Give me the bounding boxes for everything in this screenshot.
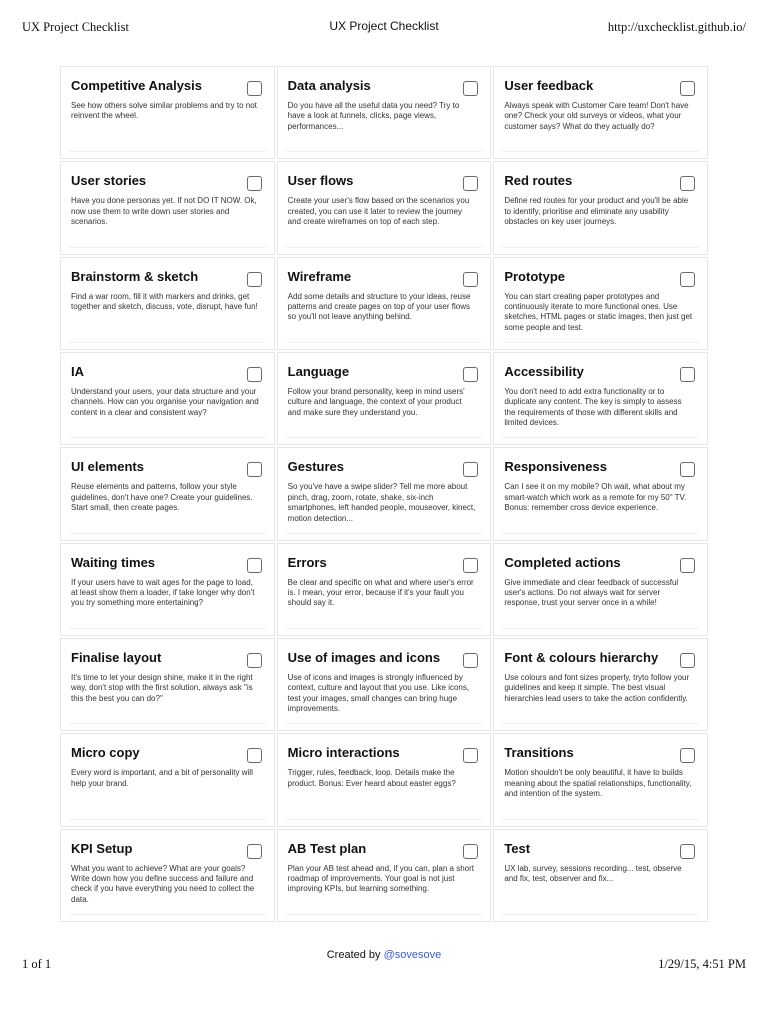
checklist-card-user-flows [277, 161, 492, 254]
checkbox-completed-actions[interactable] [680, 558, 695, 573]
card-description: Trigger, rules, feedback, loop. Details make the product. Bonus: Ever heard about easter eggs? [287, 768, 456, 788]
card-title: Test [504, 840, 531, 856]
card-description: UX lab, survey, sessions recording... test, observe and fix, test, observer and fix... [504, 863, 682, 884]
checklist-card-accessibility [493, 352, 708, 445]
card-title: Brainstorm & sketch [71, 268, 199, 284]
card-title: Errors [287, 554, 327, 570]
card-title: Wireframe [287, 268, 352, 284]
checkbox-errors[interactable] [463, 558, 478, 573]
checklist-card-waiting-times [60, 543, 275, 636]
card-title: Font & colours hierarchy [504, 650, 659, 665]
checkbox-user-stories[interactable] [247, 176, 262, 191]
card-description: Give immediate and clear feedback of successful user's actions. Do not always wait for server response, trust your server once in a while! [504, 577, 679, 608]
checklist-card-errors [277, 543, 492, 636]
checkbox-test[interactable] [680, 844, 695, 859]
checklist-card-ui-elements [60, 447, 275, 540]
checkbox-responsiveness[interactable] [680, 462, 695, 477]
print-header-title: UX Project Checklist [22, 20, 129, 34]
checkbox-gestures[interactable] [463, 462, 478, 477]
card-title: Prototype [504, 268, 565, 284]
checklist-card-competitive-analysis [60, 66, 275, 159]
checklist-card-gestures [277, 447, 492, 540]
checklist-card-brainstorm-sketch [60, 257, 275, 350]
checkbox-waiting-times[interactable] [247, 558, 262, 573]
checkbox-language[interactable] [463, 367, 478, 382]
checklist-card-ia [60, 352, 275, 445]
checklist-card-ab-test-plan [277, 829, 492, 922]
card-description: Create your user's flow based on the scenarios you created, you can use it later to review the journey and create wireframes on top of each step. [287, 196, 470, 227]
card-description: Motion shouldn't be only beautiful, it have to builds meaning about the spatial relationships, functionality, and intention of the system. [504, 768, 692, 799]
checkbox-micro-copy[interactable] [247, 748, 262, 763]
card-description: Can I see it on my mobile? Oh wait, what about my smart-watch which work as a remote for my 50" TV. Bonus: remember cross device experience. [504, 482, 687, 513]
checklist-card-kpi-setup [60, 829, 275, 922]
checkbox-brainstorm-sketch[interactable] [247, 272, 262, 287]
checkbox-kpi-setup[interactable] [247, 844, 262, 859]
checklist-card-completed-actions [493, 543, 708, 636]
checkbox-use-of-images-and-icons[interactable] [463, 653, 478, 668]
checkbox-ui-elements[interactable] [247, 462, 262, 477]
checklist-card-responsiveness [493, 447, 708, 540]
card-title: Completed actions [504, 554, 621, 570]
card-title: User stories [71, 173, 147, 189]
checklist-card-user-feedback [493, 66, 708, 159]
checkbox-user-feedback[interactable] [680, 81, 695, 96]
card-title: Use of images and icons [287, 650, 441, 665]
card-description: Use colours and font sizes properly, tryto follow your guidelines and keep it simple. The best visual hierarchies lead users to take the action confidently. [504, 673, 690, 703]
checklist-grid [60, 66, 708, 922]
card-description: It's time to let your design shine, make it in the right way, don't stop with the first solution, always ask "is this the best you can do?" [71, 673, 253, 703]
checkbox-data-analysis[interactable] [463, 81, 478, 96]
card-description: Follow your brand personality, keep in mind users' culture and language, the context of your product and make sure they understand you. [287, 387, 465, 417]
checklist-card-transitions [493, 733, 708, 826]
credits [0, 949, 768, 961]
checkbox-wireframe[interactable] [463, 272, 478, 287]
card-description: Every word is important, and a bit of personality will help your brand. [71, 768, 253, 788]
print-header-url: http://uxchecklist.github.io/ [607, 20, 746, 34]
print-timestamp: 1/29/15, 4:51 PM [658, 957, 746, 971]
checklist-card-test [493, 829, 708, 922]
card-title: KPI Setup [71, 840, 133, 856]
checkbox-ab-test-plan[interactable] [463, 844, 478, 859]
card-title: IA [71, 364, 84, 379]
card-title: Competitive Analysis [71, 78, 203, 93]
card-description: Have you done personas yet. If not DO IT NOW. Ok, now use them to write down user stories and scenarios. [71, 196, 257, 227]
checkbox-micro-interactions[interactable] [463, 748, 478, 763]
card-title: Data analysis [287, 78, 371, 93]
checklist-card-user-stories [60, 161, 275, 254]
card-title: Transitions [504, 745, 574, 761]
checklist-card-micro-copy [60, 733, 275, 826]
card-title: Responsiveness [504, 459, 607, 475]
checkbox-transitions[interactable] [680, 748, 695, 763]
card-description: Always speak with Customer Care team! Don't have one? Check your old surveys or videos, what your customer says? What do they actually do? [504, 101, 689, 131]
checkbox-prototype[interactable] [680, 272, 695, 287]
card-description: Plan your AB test ahead and, if you can, plan a short roadmap of improvements. Your goal is not just improving KPIs, but learning something. [287, 863, 474, 894]
page-number: 1 of 1 [22, 957, 52, 971]
checkbox-user-flows[interactable] [463, 176, 478, 191]
checkbox-accessibility[interactable] [680, 367, 695, 382]
card-title: Waiting times [71, 554, 156, 570]
card-title: Finalise layout [71, 650, 162, 665]
checkbox-competitive-analysis[interactable] [247, 81, 262, 96]
card-title: Accessibility [504, 364, 584, 379]
page-title: UX Project Checklist [329, 19, 439, 33]
checklist-card-data-analysis [277, 66, 492, 159]
checklist-card-finalise-layout [60, 638, 275, 731]
card-title: Red routes [504, 173, 573, 189]
card-description: Define red routes for your product and you'll be able to identify, prioritise and eliminate any usability obstacles on key user journeys. [504, 196, 689, 227]
checkbox-red-routes[interactable] [680, 176, 695, 191]
card-title: User flows [287, 173, 354, 189]
card-description: You don't need to add extra functionality or to duplicate any content. The key is simply to assess the requirements of those with different skills and limited devices. [504, 387, 682, 428]
card-description: What you want to achieve? What are your goals? Write down how you define success and failure and check if you have everything you need to collect the data. [71, 863, 255, 904]
checkbox-finalise-layout[interactable] [247, 653, 262, 668]
card-title: Gestures [287, 459, 345, 475]
card-title: Micro copy [71, 745, 140, 761]
card-description: Find a war room, fill it with markers and drinks, get together and sketch, discuss, vote, disrupt, have fun! [71, 291, 258, 312]
checkbox-ia[interactable] [247, 367, 262, 382]
checklist-card-red-routes [493, 161, 708, 254]
checklist-card-wireframe [277, 257, 492, 350]
author-link[interactable]: @sovesove [383, 949, 442, 961]
card-title: Micro interactions [287, 745, 400, 761]
card-title: AB Test plan [287, 840, 367, 856]
card-description: Reuse elements and patterns, follow your style guidelines, don't have one? Create your guidelines. Start small, then create pages. [71, 482, 253, 513]
card-description: Understand your users, your data structure and your channels. How can you organise your navigation and content in a clear and consistent way? [71, 387, 259, 417]
card-title: Language [287, 364, 350, 379]
checklist-card-language [277, 352, 492, 445]
card-title: UI elements [71, 459, 144, 475]
card-description: See how others solve similar problems and try to not reinvent the wheel. [71, 101, 257, 121]
checklist-card-prototype [493, 257, 708, 350]
checklist-card-font-colours-hierarchy [493, 638, 708, 731]
card-description: Be clear and specific on what and where user's error is. I mean, your error, because if it's your fault you should say it. [287, 577, 474, 608]
card-description: You can start creating paper prototypes and continuously iterate to more functional ones. Use sketches, HTML pages or static images, then just get some people and test. [504, 291, 693, 332]
card-description: Do you have all the useful data you need? Try to have a look at funnels, clicks, page views, performances... [287, 101, 460, 131]
card-description: Add some details and structure to your ideas, reuse patterns and create pages on top of your user flows so you'll not leave anything behind. [287, 291, 471, 322]
card-description: Use of icons and images is strongly influenced by context, culture and layout that you use. Like icons, test your images, small changes can bring huge improvements. [287, 673, 470, 714]
card-title: User feedback [504, 78, 594, 93]
checklist-card-use-of-images-and-icons [277, 638, 492, 731]
card-description: So you've have a swipe slider? Tell me more about pinch, drag, zoom, rotate, shake, six-inch smartphones, left handed people, mouseover, kinect, motion detection... [287, 482, 476, 523]
checklist-card-micro-interactions [277, 733, 492, 826]
card-description: If your users have to wait ages for the page to load, at least show them a loader, if take longer why don't you try something more entertaining? [71, 577, 255, 608]
checkbox-font-colours-hierarchy[interactable] [680, 653, 695, 668]
credits-prefix: Created by [326, 949, 384, 961]
